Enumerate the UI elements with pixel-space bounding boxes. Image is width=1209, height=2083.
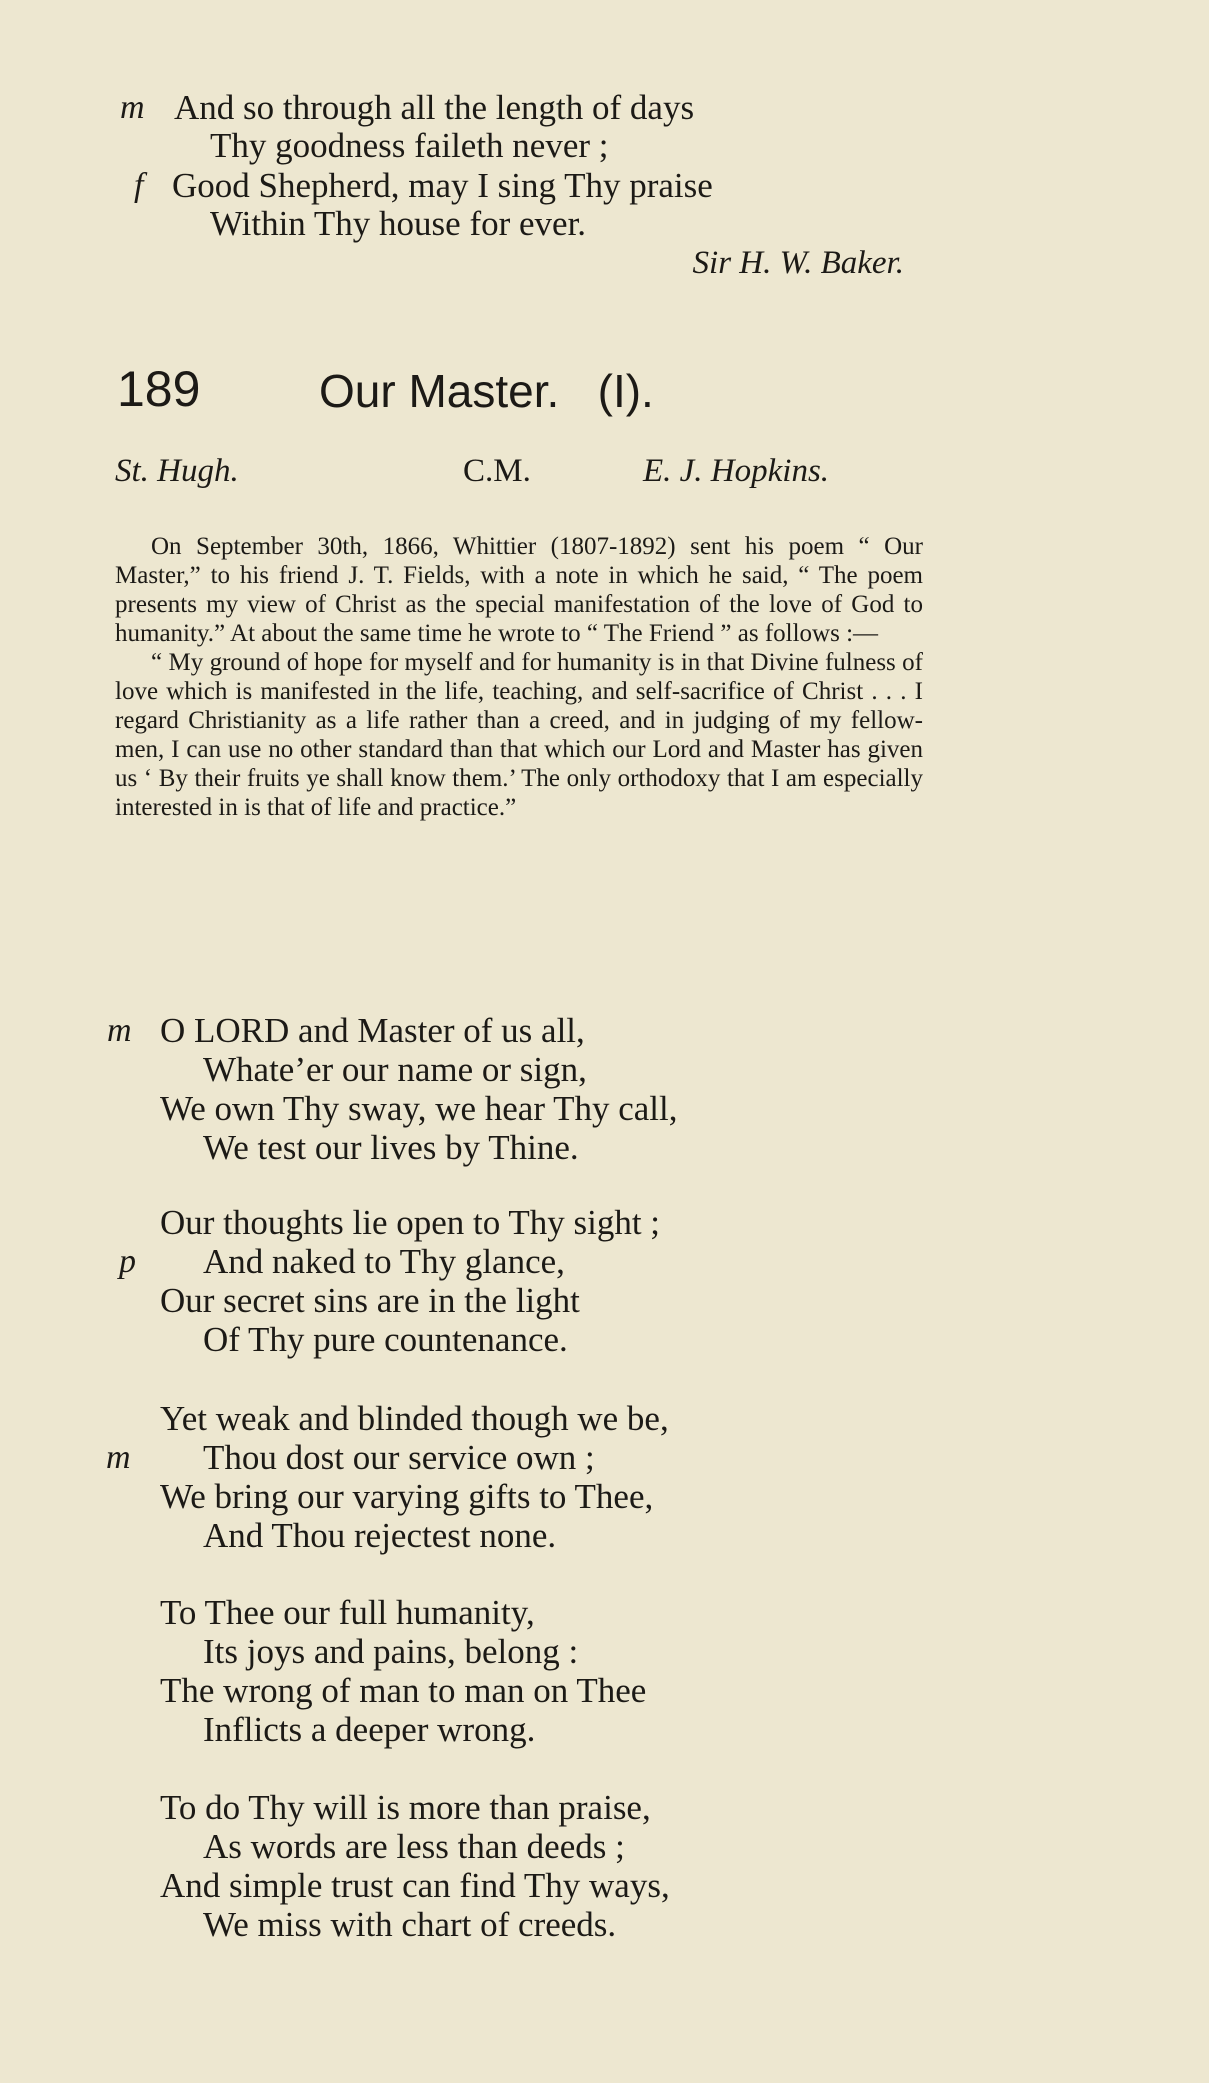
verse-line: To Thee our full humanity, [160, 1593, 535, 1632]
verse-line: And simple trust can find Thy ways, [160, 1866, 670, 1905]
note-quote-paragraph: “ My ground of hope for myself and for humanity is in that Divine fulness of love which is manifested in the life, teaching, and self-sacrifice of Christ . . . I regard Christianity as a life rather than a creed, and in judging of my fellow-men, I can use no other standard than that which our Lord and Master has given us ‘ By their fruits ye shall know them.’ The only orthodoxy that I am especially interested in is that of life and practice.” [115, 649, 923, 821]
verse-line: Whate’er our name or sign, [203, 1050, 587, 1089]
tune-metre: C.M. [463, 453, 531, 489]
verse-line: Its joys and pains, belong : [203, 1632, 579, 1671]
verse-line: As words are less than deeds ; [203, 1827, 625, 1866]
dynamic-mark: p [119, 1243, 136, 1280]
dynamic-mark: m [120, 89, 145, 126]
verse-line: We own Thy sway, we hear Thy call, [160, 1089, 678, 1128]
verse-line: Our secret sins are in the light [160, 1281, 580, 1320]
verse-line: Inflicts a deeper wrong. [203, 1710, 536, 1749]
verse-line: Within Thy house for ever. [210, 204, 587, 243]
verse-line: We test our lives by Thine. [203, 1128, 579, 1167]
previous-hymn-author: Sir H. W. Baker. [692, 245, 904, 281]
verse-line: Of Thy pure countenance. [203, 1320, 568, 1359]
note-paragraph: On September 30th, 1866, Whittier (1807-1892) sent his poem “ Our Master,” to his friend J. T. Fields, with a note in which he said, “ The poem presents my view of Christ as the special manifestation of the love of God to humanity.” At about the same time he wrote to “ The Friend ” as follows :— [115, 533, 923, 647]
verse-line: Thou dost our service own ; [203, 1438, 595, 1477]
tune-name: St. Hugh. [115, 453, 239, 489]
verse-line: To do Thy will is more than praise, [160, 1788, 651, 1827]
verse-line: We miss with chart of creeds. [203, 1905, 617, 1944]
dynamic-mark: m [106, 1439, 131, 1476]
hymn-title: Our Master. (I). [319, 365, 654, 417]
verse-line: The wrong of man to man on Thee [160, 1671, 647, 1710]
verse-line: We bring our varying gifts to Thee, [160, 1477, 654, 1516]
dynamic-mark: f [134, 167, 144, 204]
verse-line: And so through all the length of days [174, 88, 695, 127]
hymn-number: 189 [117, 361, 201, 417]
dynamic-mark: m [107, 1012, 132, 1049]
tune-composer: E. J. Hopkins. [643, 453, 830, 489]
verse-line: Our thoughts lie open to Thy sight ; [160, 1203, 661, 1242]
hymn-note [115, 532, 923, 822]
verse-line: Good Shepherd, may I sing Thy praise [172, 166, 713, 205]
verse-line: And naked to Thy glance, [203, 1242, 565, 1281]
verse-line: O LORD and Master of us all, [160, 1011, 585, 1050]
verse-line: Yet weak and blinded though we be, [160, 1399, 669, 1438]
verse-line: Thy goodness faileth never ; [210, 126, 609, 165]
verse-line: And Thou rejectest none. [203, 1516, 557, 1555]
